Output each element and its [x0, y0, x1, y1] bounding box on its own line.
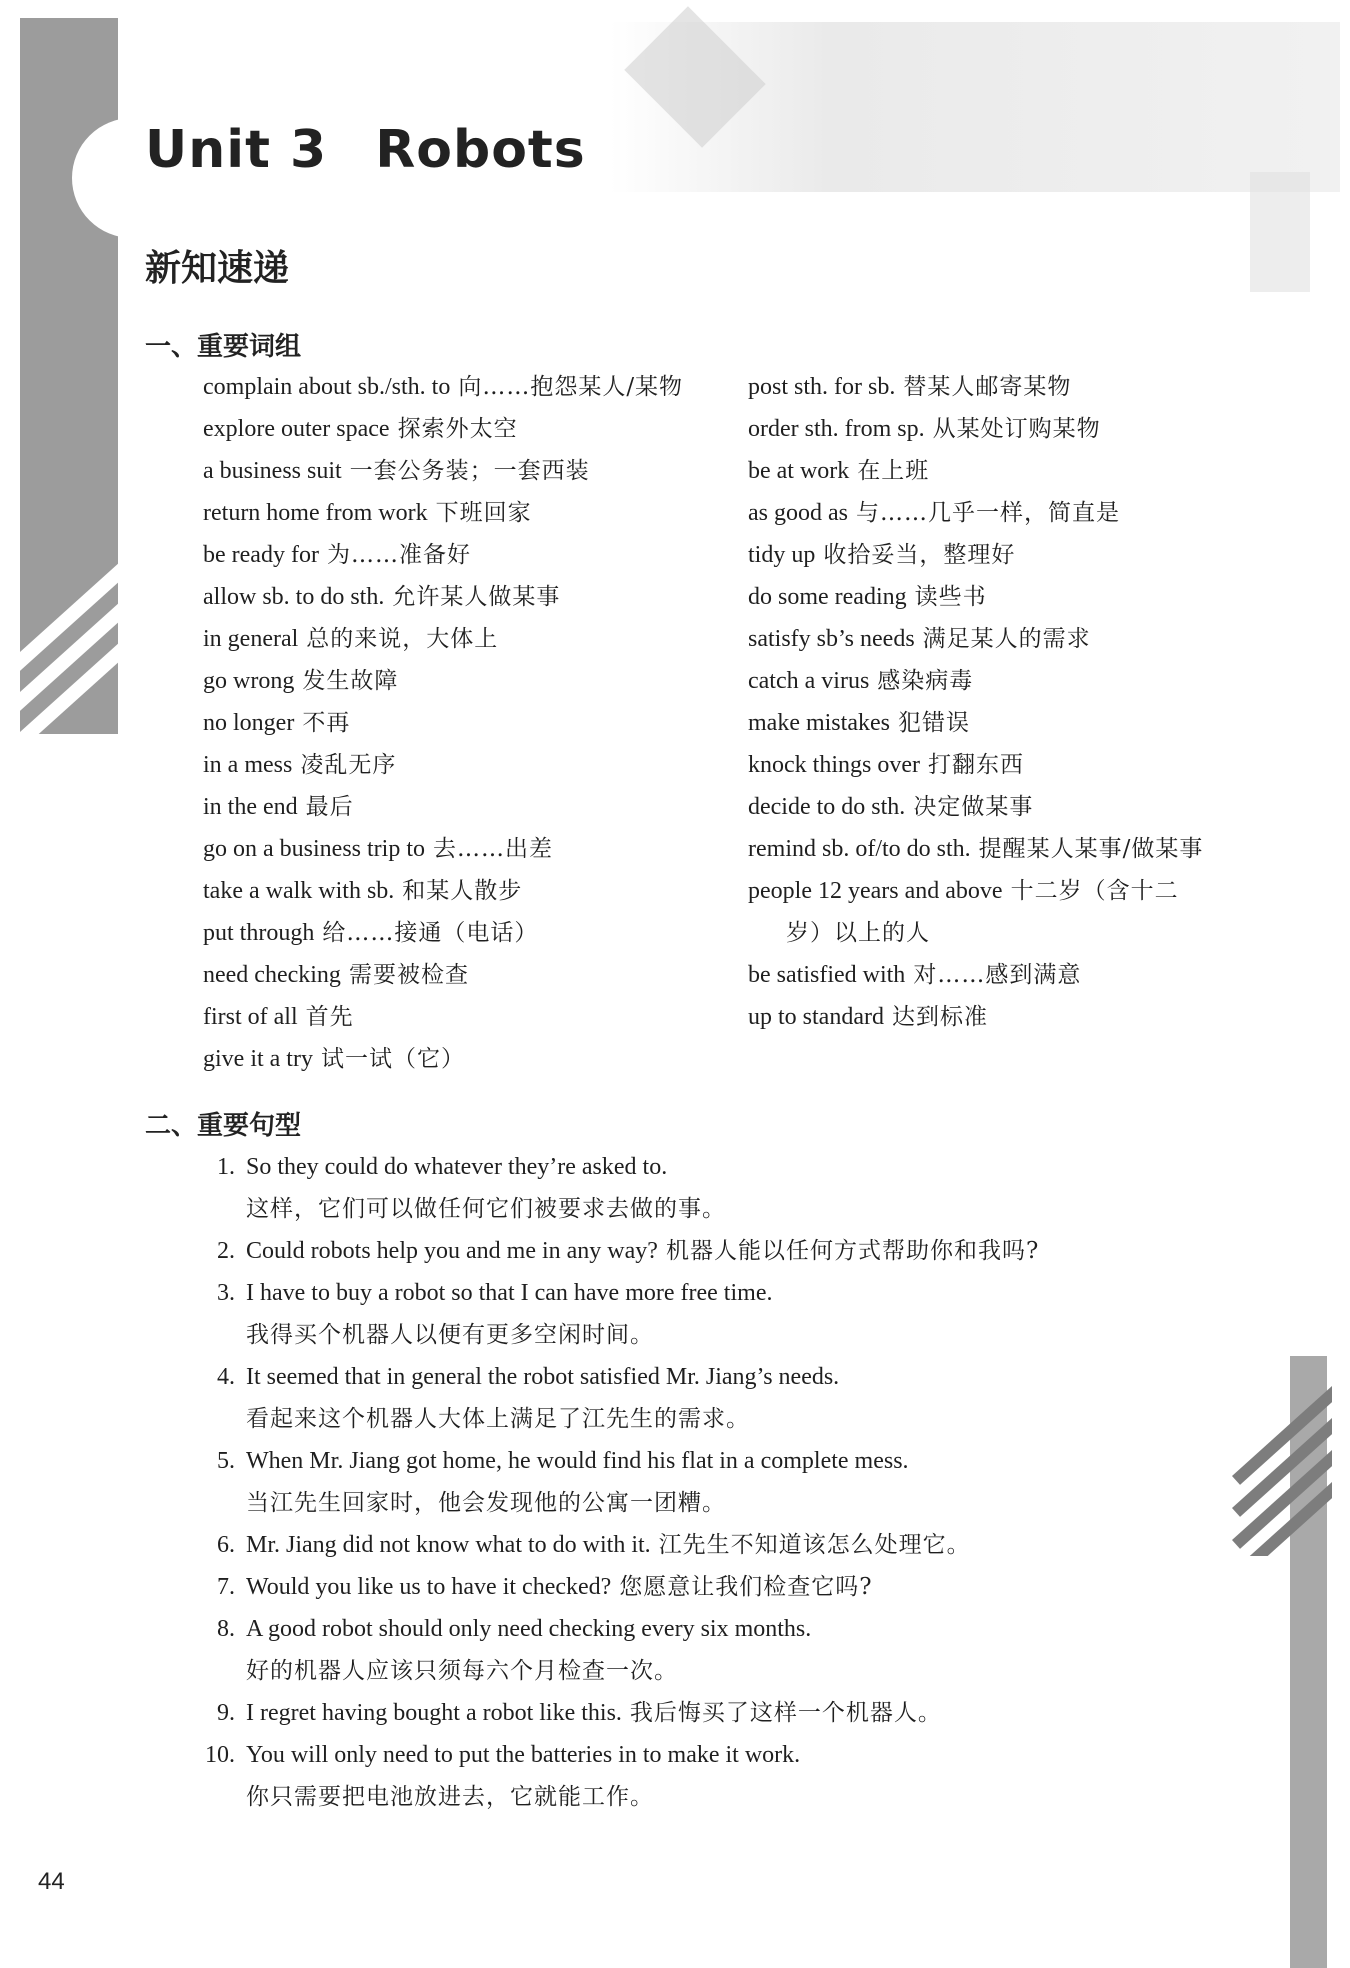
sentence-item [200, 1608, 1220, 1692]
sentence-item [200, 1734, 1220, 1818]
sentence-body [246, 1524, 1220, 1566]
phrase-chinese: 试一试（它） [320, 1046, 465, 1072]
phrase-chinese: 为……准备好 [326, 542, 471, 568]
sentence-item [200, 1440, 1220, 1524]
phrase-chinese: 首先 [305, 1004, 354, 1030]
phrase-english: allow sb. to do sth. [203, 584, 385, 610]
phrase-english: be ready for [203, 542, 319, 568]
phrase-english: do some reading [748, 584, 907, 610]
sentence-number: 7. [217, 1574, 235, 1600]
phrase-item [203, 618, 743, 660]
phrase-english: people 12 years and above [748, 878, 1003, 904]
phrase-english: remind sb. of/to do sth. [748, 836, 971, 862]
sentence-chinese: 我后悔买了这样一个机器人。 [629, 1700, 942, 1726]
sentence-item [200, 1692, 1220, 1734]
phrase-english: no longer [203, 710, 295, 736]
right-stripes-decoration [1232, 1356, 1332, 1556]
phrase-chinese: 满足某人的需求 [922, 626, 1091, 652]
phrase-item [748, 828, 1268, 870]
phrases-heading: 一、重要词组 [145, 332, 302, 362]
phrase-chinese: 发生故障 [302, 668, 399, 694]
sentence-number: 2. [217, 1238, 235, 1264]
phrases-left-column [203, 366, 743, 1080]
phrase-english: first of all [203, 1004, 298, 1030]
sentence-number: 5. [217, 1448, 235, 1474]
phrase-item [748, 744, 1268, 786]
phrase-chinese: 不再 [302, 710, 351, 736]
phrase-english: take a walk with sb. [203, 878, 395, 904]
phrase-item [203, 870, 743, 912]
phrase-item [748, 576, 1268, 618]
sentence-item [200, 1524, 1220, 1566]
sentence-item [200, 1566, 1220, 1608]
sentence-english: Would you like us to have it checked? [246, 1574, 612, 1600]
sentence-body [246, 1356, 1220, 1440]
phrase-english: be at work [748, 458, 850, 484]
phrase-english: complain about sb./sth. to [203, 374, 451, 400]
phrase-english: catch a virus [748, 668, 870, 694]
sentence-chinese: 您愿意让我们检查它吗? [619, 1574, 873, 1600]
phrase-chinese: 读些书 [914, 584, 987, 610]
sentence-english: Could robots help you and me in any way? [246, 1238, 658, 1264]
sentence-item [200, 1356, 1220, 1440]
phrase-english: post sth. for sb. [748, 374, 896, 400]
sentence-english: A good robot should only need checking every six months. [246, 1616, 812, 1642]
phrase-item [203, 366, 743, 408]
phrase-english: return home from work [203, 500, 428, 526]
phrase-chinese: 从某处订购某物 [932, 416, 1101, 442]
faded-background-graphic [610, 22, 1340, 192]
phrase-item [203, 450, 743, 492]
phrase-chinese: 最后 [305, 794, 354, 820]
phrase-chinese: 需要被检查 [348, 962, 469, 988]
sentence-chinese: 你只需要把电池放进去，它就能工作。 [246, 1784, 654, 1810]
sentence-chinese: 当江先生回家时，他会发现他的公寓一团糟。 [246, 1490, 726, 1516]
sentence-body [246, 1230, 1220, 1272]
phrase-english: in a mess [203, 752, 293, 778]
phrase-chinese: 替某人邮寄某物 [903, 374, 1072, 400]
phrase-chinese: 总的来说，大体上 [306, 626, 499, 652]
phrase-chinese: 决定做某事 [913, 794, 1034, 820]
phrase-item [203, 912, 743, 954]
phrase-item [748, 534, 1268, 576]
sentence-chinese: 好的机器人应该只须每六个月检查一次。 [246, 1658, 678, 1684]
phrase-item [203, 996, 743, 1038]
phrase-chinese: 犯错误 [897, 710, 970, 736]
sentence-body [246, 1692, 1220, 1734]
phrase-item [203, 492, 743, 534]
phrase-chinese: 凌乱无序 [300, 752, 397, 778]
phrase-item [748, 786, 1268, 828]
phrase-item [748, 408, 1268, 450]
phrase-english: satisfy sb’s needs [748, 626, 915, 652]
phrase-english: go on a business trip to [203, 836, 425, 862]
phrase-chinese: 和某人散步 [402, 878, 523, 904]
phrase-english: be satisfied with [748, 962, 906, 988]
phrase-chinese: 十二岁（含十二 [1010, 878, 1179, 904]
sentence-chinese: 机器人能以任何方式帮助你和我吗? [665, 1238, 1040, 1264]
sentence-body [246, 1146, 1220, 1230]
phrase-english: tidy up [748, 542, 816, 568]
sentence-body [246, 1272, 1220, 1356]
phrase-chinese: 收拾妥当，整理好 [823, 542, 1016, 568]
phrase-chinese: 在上班 [857, 458, 930, 484]
sentence-item [200, 1230, 1220, 1272]
phrase-item [203, 660, 743, 702]
phrase-english: explore outer space [203, 416, 390, 442]
phrase-item [748, 492, 1268, 534]
phrase-item [203, 786, 743, 828]
unit-topic: Robots [375, 120, 586, 180]
sentence-body [246, 1734, 1220, 1818]
sentence-number: 9. [217, 1700, 235, 1726]
phrase-english: order sth. from sp. [748, 416, 925, 442]
sentences-list [200, 1146, 1220, 1818]
sentence-english: When Mr. Jiang got home, he would find his flat in a complete mess. [246, 1448, 909, 1474]
phrase-chinese: 一套公务装；一套西装 [349, 458, 590, 484]
phrase-chinese-continued: 岁）以上的人 [786, 920, 930, 946]
sentence-chinese: 这样，它们可以做任何它们被要求去做的事。 [246, 1196, 726, 1222]
sentence-chinese: 我得买个机器人以便有更多空闲时间。 [246, 1322, 654, 1348]
phrase-chinese: 去……出差 [433, 836, 553, 862]
phrase-english: knock things over [748, 752, 920, 778]
phrase-item [203, 828, 743, 870]
phrase-item [748, 366, 1268, 408]
page-number: 44 [38, 1868, 65, 1895]
phrase-english: a business suit [203, 458, 342, 484]
left-stripes-decoration [20, 520, 118, 734]
phrase-item [748, 996, 1268, 1038]
phrase-item [203, 534, 743, 576]
phrase-item [748, 870, 1268, 954]
phrase-item [748, 660, 1268, 702]
phrase-english: give it a try [203, 1046, 313, 1072]
sentence-number: 8. [217, 1616, 235, 1642]
sentence-number: 3. [217, 1280, 235, 1306]
phrase-chinese: 向……抱怨某人/某物 [458, 374, 684, 400]
sentence-number: 10. [205, 1742, 235, 1768]
phrase-item [748, 954, 1268, 996]
sentence-number: 4. [217, 1364, 235, 1390]
phrase-chinese: 探索外太空 [397, 416, 518, 442]
phrase-english: as good as [748, 500, 848, 526]
phrase-english: go wrong [203, 668, 295, 694]
sentences-heading: 二、重要句型 [145, 1111, 302, 1141]
sentence-english: It seemed that in general the robot satisfied Mr. Jiang’s needs. [246, 1364, 840, 1390]
phrase-item [203, 576, 743, 618]
phrase-chinese: 打翻东西 [927, 752, 1024, 778]
sentence-number: 1. [217, 1154, 235, 1180]
unit-number: Unit 3 [145, 120, 328, 180]
sentence-item [200, 1146, 1220, 1230]
sentence-number: 6. [217, 1532, 235, 1558]
phrase-item [748, 450, 1268, 492]
phrase-chinese: 给……接通（电话） [322, 920, 539, 946]
sentence-chinese: 看起来这个机器人大体上满足了江先生的需求。 [246, 1406, 750, 1432]
phrase-item [203, 702, 743, 744]
phrase-chinese: 提醒某人某事/做某事 [978, 836, 1204, 862]
sentence-english: I regret having bought a robot like this. [246, 1700, 622, 1726]
phrase-chinese: 对……感到满意 [913, 962, 1082, 988]
phrase-chinese: 感染病毒 [877, 668, 974, 694]
unit-title [145, 120, 586, 180]
phrase-english: need checking [203, 962, 341, 988]
sentence-english: I have to buy a robot so that I can have more free time. [246, 1280, 773, 1306]
sentence-body [246, 1440, 1220, 1524]
sentence-english: So they could do whatever they’re asked to. [246, 1154, 668, 1180]
phrase-english: decide to do sth. [748, 794, 906, 820]
phrase-english: put through [203, 920, 315, 946]
phrase-chinese: 下班回家 [435, 500, 532, 526]
phrase-item [748, 702, 1268, 744]
phrase-english: in general [203, 626, 299, 652]
phrase-chinese: 达到标准 [891, 1004, 988, 1030]
phrase-chinese: 与……几乎一样，简直是 [855, 500, 1120, 526]
phrase-item [203, 1038, 743, 1080]
phrase-item [203, 744, 743, 786]
section-title: 新知速递 [145, 248, 290, 289]
sentence-body [246, 1566, 1220, 1608]
phrase-item [748, 618, 1268, 660]
phrase-english: make mistakes [748, 710, 890, 736]
phrase-item [203, 408, 743, 450]
sentence-english: Mr. Jiang did not know what to do with it. [246, 1532, 651, 1558]
phrase-item [203, 954, 743, 996]
phrase-english: in the end [203, 794, 298, 820]
sentence-chinese: 江先生不知道该怎么处理它。 [658, 1532, 971, 1558]
sentence-english: You will only need to put the batteries in to make it work. [246, 1742, 801, 1768]
sentence-item [200, 1272, 1220, 1356]
phrases-right-column [748, 366, 1268, 1038]
phrase-english: up to standard [748, 1004, 884, 1030]
sentence-body [246, 1608, 1220, 1692]
phrase-chinese: 允许某人做某事 [392, 584, 561, 610]
